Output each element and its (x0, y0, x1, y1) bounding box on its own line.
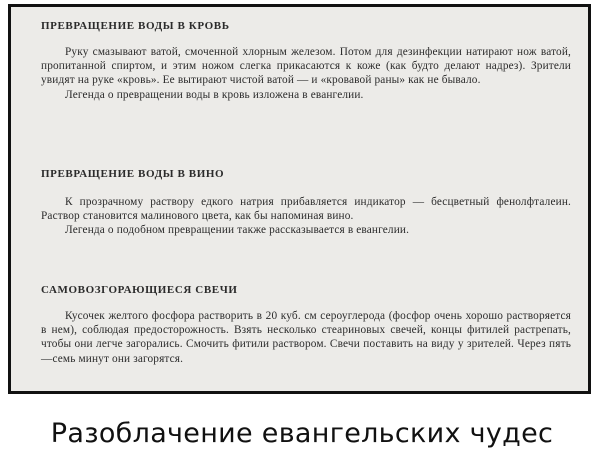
image-caption: Разоблачение евангельских чудес (50, 418, 554, 449)
section-self-igniting-candles (41, 283, 571, 366)
section-paragraph: Руку смазывают ватой, смоченной хлорным железом. Потом для дезинфекции натирают нож ватой, пропитанной спиртом, и этим ножом слегка прикасаются к коже (как будто делают надрез). Зрители увидят на руке «кровь». Ее вытирают чистой ватой — и «кровавой раны» как не бывало. (41, 46, 571, 87)
section-paragraph: Кусочек желтого фосфора растворить в 20 куб. см сероуглерода (фосфор очень хорошо растворяется в нем), соблюдая предосторожность. Взять несколько стеариновых свечей, концы фитилей растрепать, чтобы они легче загорались. Смочить фитили раствором. Свечи поставить на виду у зрителей. Через пять—семь минут они загорятся. (41, 310, 571, 365)
section-heading: САМОВОЗГОРАЮЩИЕСЯ СВЕЧИ (41, 284, 238, 296)
section-water-to-wine (41, 167, 571, 238)
section-paragraph: Легенда о подобном превращении также рассказывается в евангелии. (65, 224, 410, 237)
section-paragraph: Легенда о превращении воды в кровь изложена в евангелии. (65, 88, 364, 101)
scanned-page (8, 4, 591, 394)
section-paragraph: К прозрачному раствору едкого натрия прибавляется индикатор — бесцветный фенолфталеин. Раствор становится малинового цвета, как бы напоминая вино. (41, 196, 571, 223)
section-heading: ПРЕВРАЩЕНИЕ ВОДЫ В ВИНО (41, 168, 225, 180)
section-water-to-blood (41, 19, 571, 102)
section-heading: ПРЕВРАЩЕНИЕ ВОДЫ В КРОВЬ (41, 20, 230, 32)
